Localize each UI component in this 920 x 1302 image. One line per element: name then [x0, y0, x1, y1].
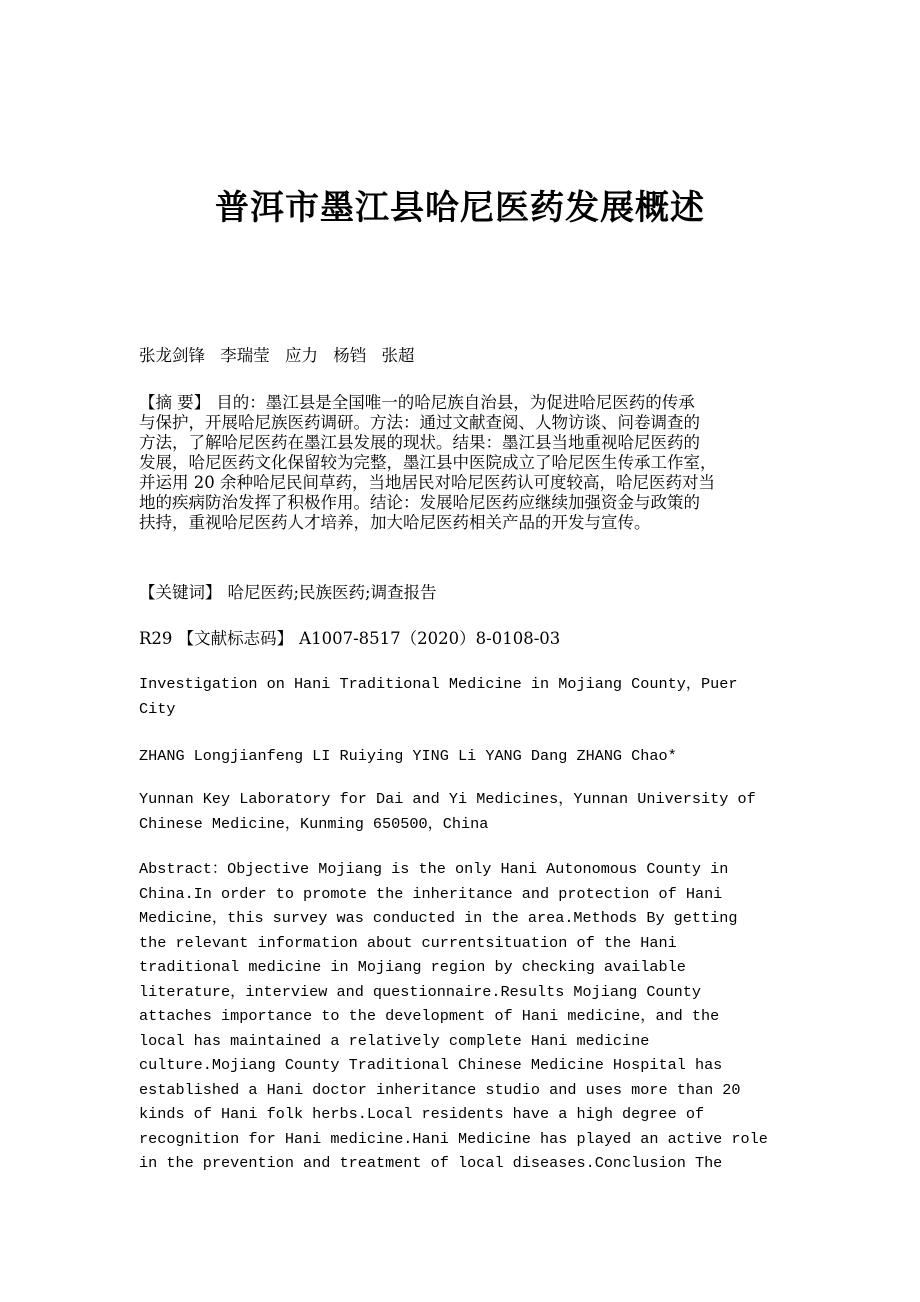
- abstract-english-line: traditional medicine in Mojiang region by checking available: [139, 958, 686, 976]
- author-name: 应力: [285, 346, 318, 365]
- author-name: 张龙剑锋: [139, 346, 205, 365]
- abstract-english-line: China.In order to promote the inheritance and protection of Hani: [139, 884, 723, 903]
- english-title-line: Investigation on Hani Traditional Medicine in Mojiang County，Puer: [139, 675, 738, 693]
- abstract-line: 地的疾病防治发挥了积极作用。结论：发展哈尼医药应继续加强资金与政策的: [139, 493, 700, 512]
- abstract-english-line: recognition for Hani medicine.Hani Medicine has played an active role: [139, 1129, 768, 1148]
- classification-code: R29: [139, 629, 173, 648]
- author-name: 张超: [381, 346, 415, 365]
- abstract-english-line: the relevant information about currentsituation of the Hani: [139, 933, 677, 952]
- abstract-chinese: [139, 393, 781, 533]
- author-name: 杨铛: [333, 346, 367, 365]
- affiliation-line: Chinese Medicine，Kunming 650500，China: [139, 814, 489, 833]
- classification: [139, 629, 781, 649]
- abstract-english-line: Abstract：Objective Mojiang is the only Hani Autonomous County in: [139, 860, 729, 878]
- english-title-line: City: [139, 699, 176, 718]
- author-name: 李瑞莹: [220, 346, 270, 365]
- abstract-line: 扶持，重视哈尼医药人才培养，加大哈尼医药相关产品的开发与宣传。: [139, 513, 651, 532]
- abstract-english-line: local has maintained a relatively complete Hani medicine: [139, 1031, 650, 1050]
- keywords-label: 【关键词】: [139, 583, 222, 602]
- affiliation-line: Yunnan Key Laboratory for Dai and Yi Medicines，Yunnan University of: [139, 790, 756, 808]
- document-code-value: A1007-8517（2020）8-0108-03: [299, 629, 561, 648]
- abstract-label: 【摘 要】: [139, 393, 211, 412]
- affiliation: [139, 787, 781, 836]
- abstract-line: 目的：墨江县是全国唯一的哈尼族自治县，为促进哈尼医药的传承: [216, 393, 695, 412]
- abstract-english-line: Medicine，this survey was conducted in the area.Methods By getting: [139, 909, 738, 927]
- abstract-line: 方法，了解哈尼医药在墨江县发展的现状。结果：墨江县当地重视哈尼医药的: [139, 433, 700, 452]
- abstract-english-line: kinds of Hani folk herbs.Local residents have a high degree of: [139, 1105, 705, 1123]
- authors-english: ZHANG Longjianfeng LI Ruiying YING Li YANG Dang ZHANG Chao*: [139, 747, 677, 765]
- abstract-line: 与保护，开展哈尼族医药调研。方法：通过文献查阅、人物访谈、问卷调查的: [139, 413, 700, 432]
- page-title: 普洱市墨江县哈尼医药发展概述: [215, 188, 705, 228]
- abstract-english: [139, 857, 781, 1176]
- abstract-english-line: literature，interview and questionnaire.Results Mojiang County: [139, 982, 702, 1001]
- abstract-english-line: attaches importance to the development of Hani medicine，and the: [139, 1007, 720, 1025]
- abstract-line: 并运用 20 余种哈尼民间草药，当地居民对哈尼医药认可度较高，哈尼医药对当: [139, 473, 715, 492]
- keywords: [139, 583, 781, 603]
- abstract-english-line: established a Hani doctor inheritance studio and uses more than 20: [139, 1080, 741, 1099]
- english-title: [139, 672, 781, 721]
- abstract-english-line: in the prevention and treatment of local diseases.Conclusion The: [139, 1154, 723, 1172]
- authors-chinese: [139, 346, 781, 366]
- abstract-english-line: culture.Mojiang County Traditional Chinese Medicine Hospital has: [139, 1056, 723, 1074]
- abstract-line: 发展，哈尼医药文化保留较为完整，墨江县中医院成立了哈尼医生传承工作室，: [139, 453, 717, 472]
- document-code-label: 【文献标志码】: [177, 629, 294, 648]
- keywords-value: 哈尼医药;民族医药;调查报告: [227, 583, 437, 602]
